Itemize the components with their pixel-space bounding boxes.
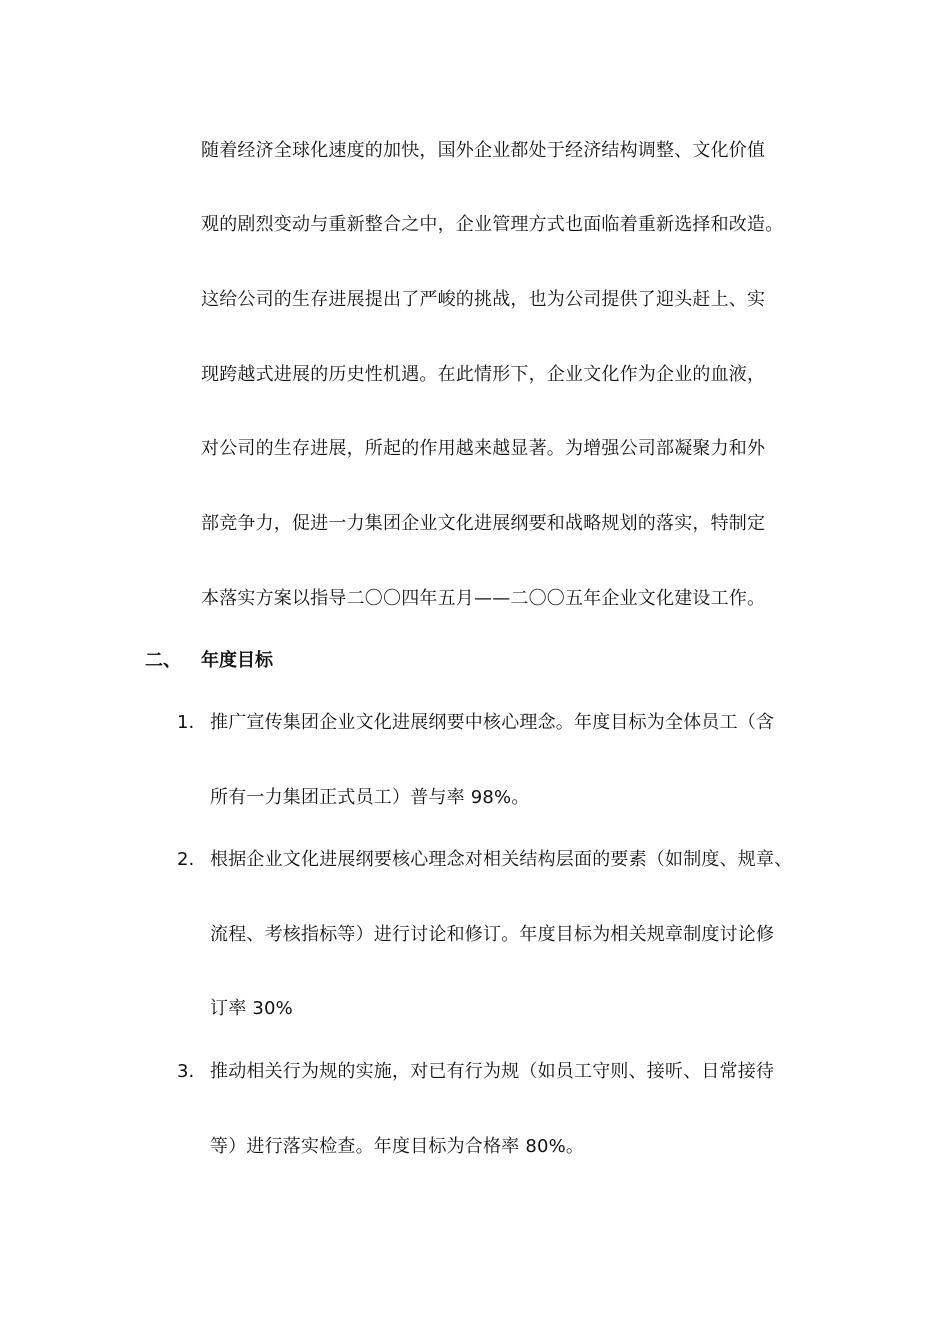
- paragraph-line: 观的剧烈变动与重新整合之中，企业管理方式也面临着重新选择和改造。: [201, 214, 784, 235]
- section-title: 年度目标: [201, 650, 273, 671]
- goal-line: 根据企业文化进展纲要核心理念对相关结构层面的要素（如制度、规章、: [210, 849, 793, 870]
- paragraph-line: 对公司的生存进展，所起的作用越来越显著。为增强公司部凝聚力和外: [201, 438, 766, 459]
- goal-line: 流程、考核指标等）进行讨论和修订。年度目标为相关规章制度讨论修: [210, 924, 775, 945]
- goal-line: 等）进行落实检查。年度目标为合格率 80%。: [210, 1136, 585, 1157]
- goal-line: 推广宣传集团企业文化进展纲要中核心理念。年度目标为全体员工（含: [210, 712, 775, 733]
- goal-line: 所有一力集团正式员工）普与率 98%。: [210, 787, 530, 808]
- paragraph-line: 这给公司的生存进展提出了严峻的挑战，也为公司提供了迎头赶上、实: [201, 289, 766, 310]
- goal-number: 1.: [177, 712, 195, 733]
- goal-line: 订率 30%: [210, 998, 293, 1019]
- goal-number: 3.: [177, 1061, 195, 1082]
- paragraph-line: 本落实方案以指导二〇〇四年五月——二〇〇五年企业文化建设工作。: [201, 588, 766, 609]
- paragraph-line: 随着经济全球化速度的加快，国外企业都处于经济结构调整、文化价值: [201, 140, 766, 161]
- section-number: 二、: [145, 650, 181, 671]
- goal-line: 推动相关行为规的实施，对已有行为规（如员工守则、接听、日常接待: [210, 1061, 775, 1082]
- paragraph-line: 现跨越式进展的历史性机遇。在此情形下，企业文化作为企业的血液，: [201, 364, 766, 385]
- goal-number: 2.: [177, 849, 195, 870]
- paragraph-line: 部竞争力，促进一力集团企业文化进展纲要和战略规划的落实，特制定: [201, 513, 766, 534]
